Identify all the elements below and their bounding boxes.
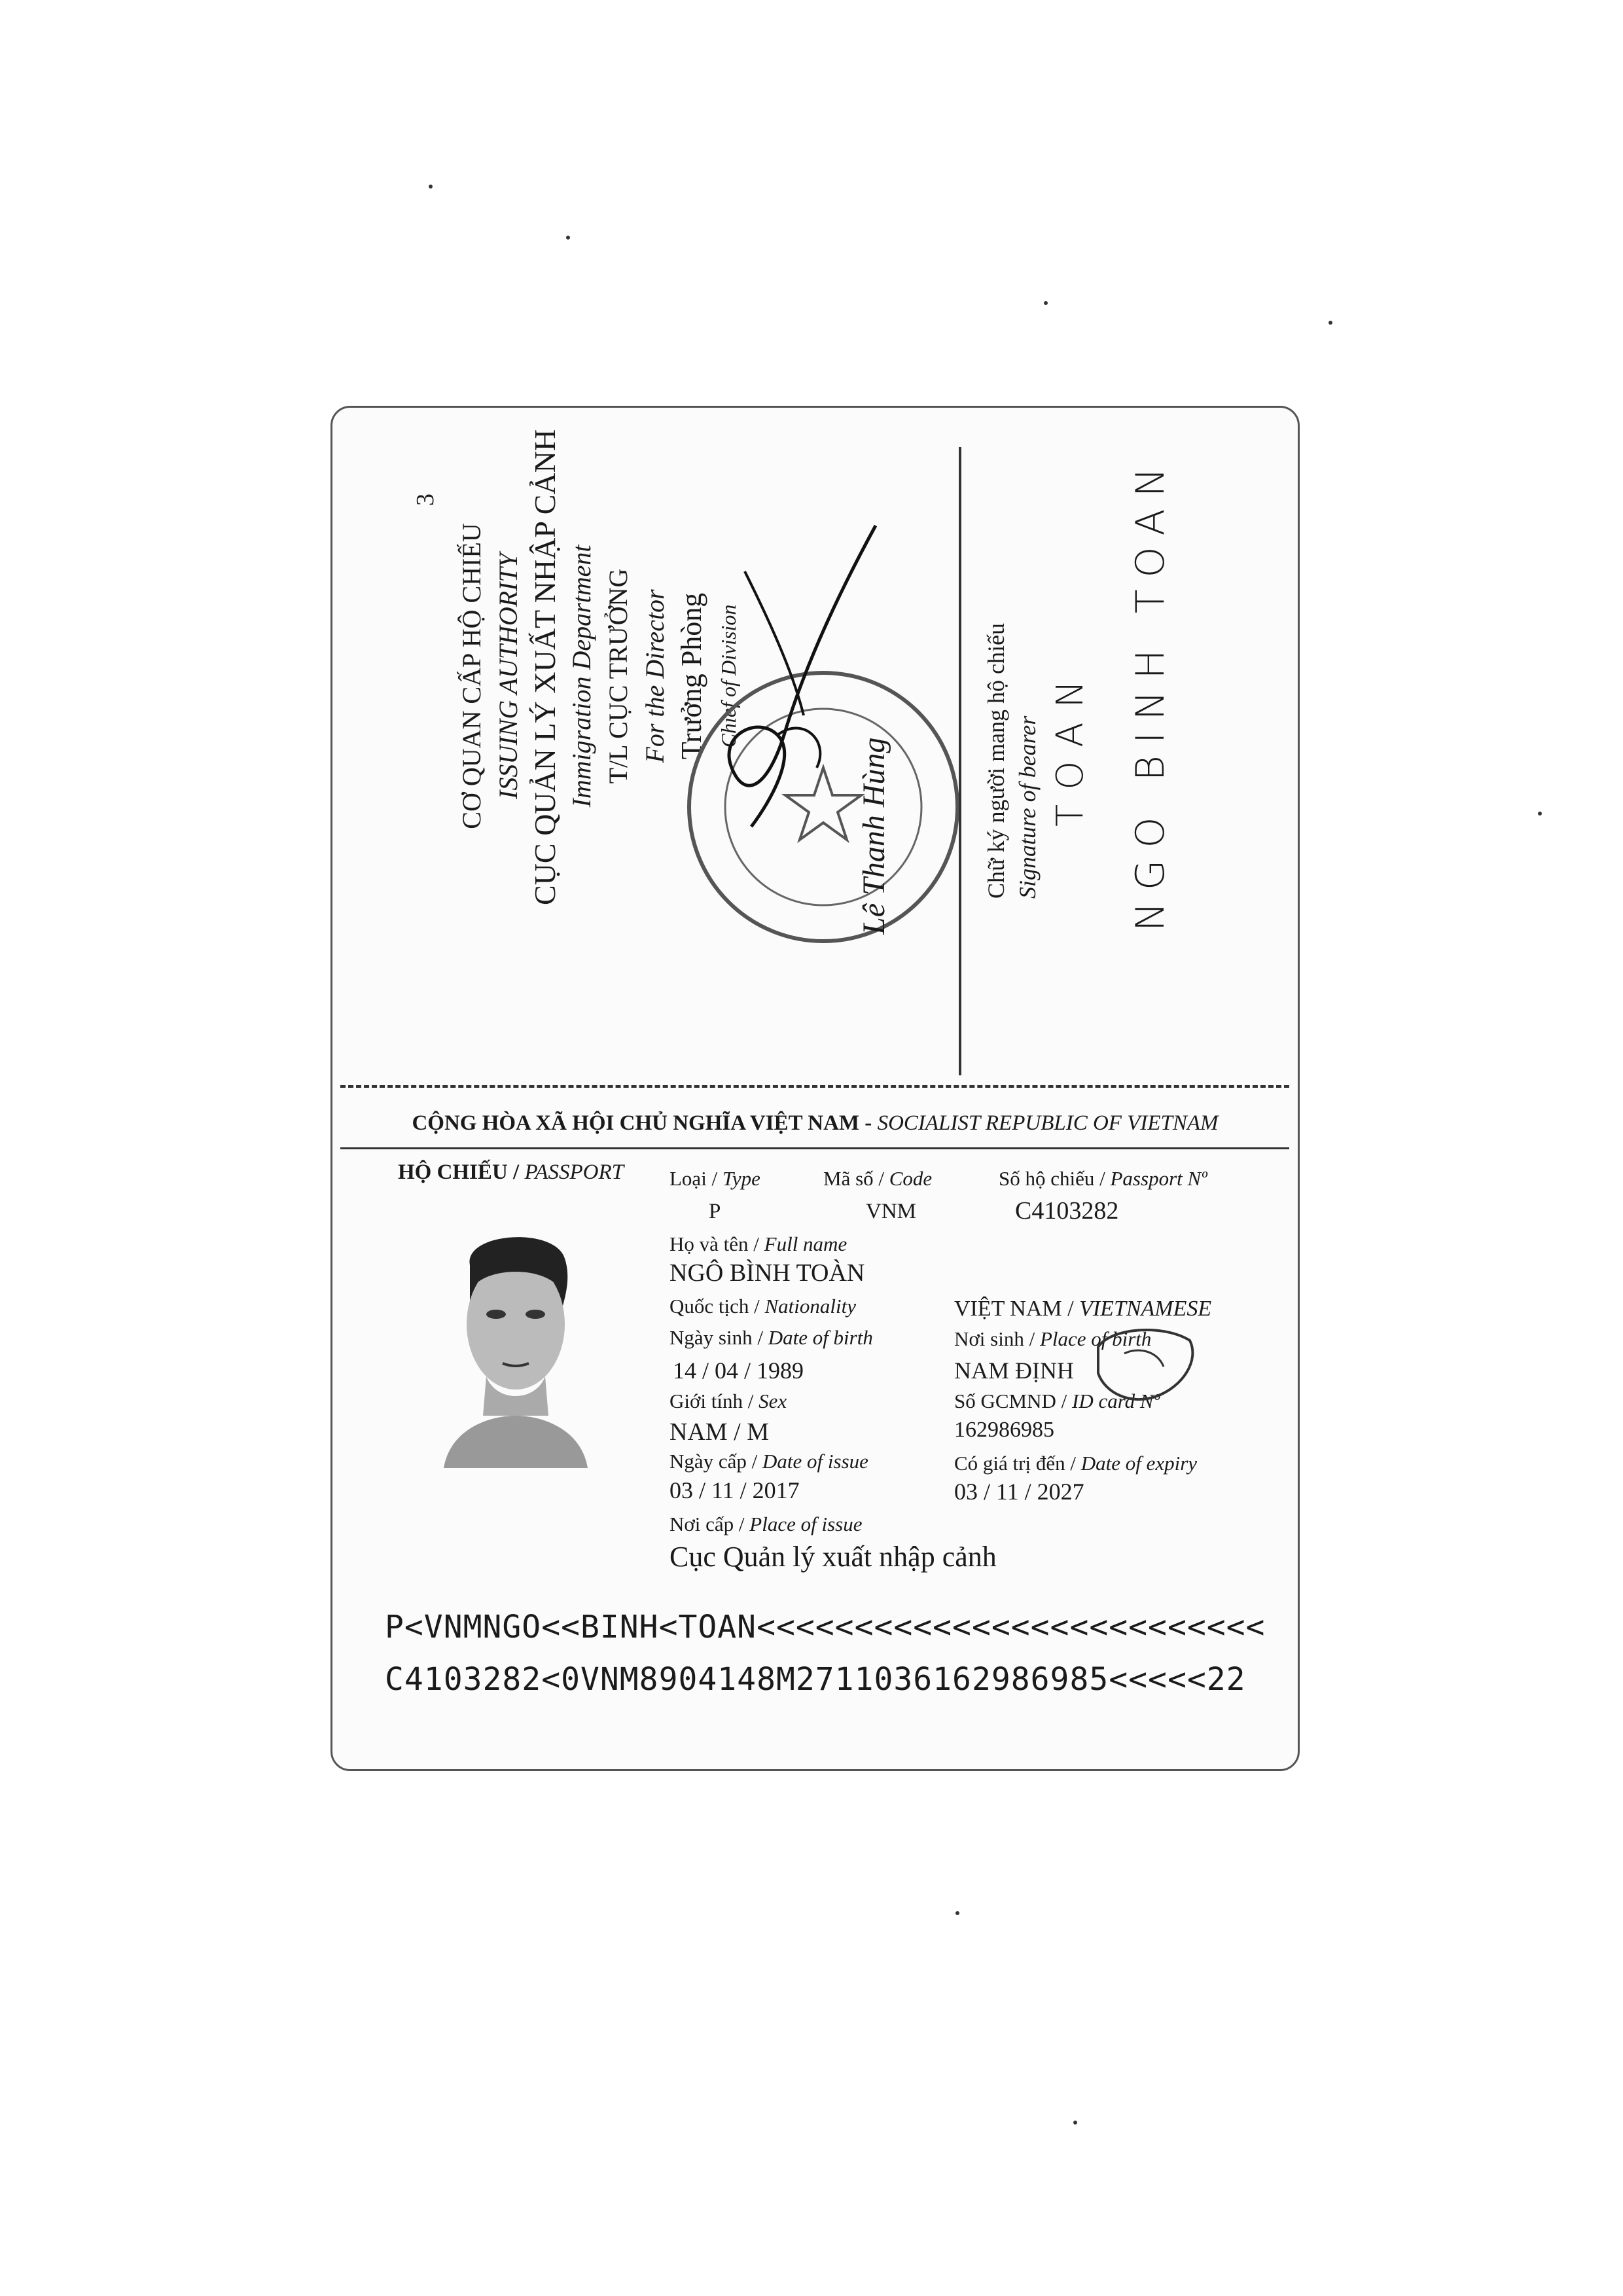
nationality-value: VIỆT NAM / VIETNAMESE [954,1297,1212,1321]
full-name-value: NGÔ BÌNH TOÀN [669,1259,865,1287]
dob-value: 14 / 04 / 1989 [673,1357,804,1384]
signer-name: Lê Thanh Hùng [857,737,891,935]
code-label: Mã số / Code [823,1167,933,1190]
scan-speck [1329,321,1332,325]
full-name-label: Họ và tên / Full name [669,1232,847,1255]
nationality-label: Quốc tịch / Nationality [669,1295,856,1318]
sex-value: NAM / M [669,1418,770,1446]
passport-number-label: Số hộ chiếu / Passport Nº [999,1167,1207,1190]
issue-date-value: 03 / 11 / 2017 [669,1477,800,1503]
passport-number-value: C4103282 [1015,1197,1119,1225]
bearer-signature-short: TOAN [1049,666,1092,827]
id-card-value: 162986985 [954,1418,1054,1442]
expiry-date-label: Có giá trị đến / Date of expiry [954,1452,1198,1475]
code-value: VNM [866,1200,917,1223]
small-seal [1085,1321,1203,1412]
director-line: T/L CỤC TRƯỞNG [603,568,633,784]
expiry-date-value: 03 / 11 / 2027 [954,1479,1084,1505]
scan-speck [1044,301,1048,305]
pob-label: Nơi sinh / Place of birth [954,1327,1152,1350]
place-of-issue-label: Nơi cấp / Place of issue [669,1513,863,1535]
chief-title-en: Chief of Division [717,604,740,748]
document-title [398,1160,624,1185]
sex-label: Giới tính / Sex [669,1390,787,1412]
observation-page [332,408,1298,1085]
authority-line-vi: CƠ QUAN CẤP HỘ CHIẾU [457,523,486,829]
type-value: P [709,1200,721,1223]
scan-speck [566,236,570,240]
holder-photo [424,1219,604,1468]
authority-line-en: ISSUING AUTHORITY [493,553,523,799]
bearer-signature-full: NGO BINH TOAN [1128,456,1173,931]
header-rule [340,1147,1289,1149]
department-name: CỤC QUẢN LÝ XUẤT NHẬP CẢNH [528,429,562,905]
mrz-line-2: C4103282<0VNM8904148M2711036162986985<<<<<22 [385,1661,1246,1698]
bearer-signature-label [980,571,1043,899]
scan-speck [429,185,433,188]
dob-label: Ngày sinh / Date of birth [669,1326,873,1349]
bearer-label-en: Signature of bearer [1014,715,1041,899]
country-header-en: SOCIALIST REPUBLIC OF VIETNAM [877,1111,1219,1135]
department-name-en: Immigration Department [567,545,596,808]
type-label: Loại / Type [669,1167,760,1190]
director-line-en: For the Director [640,589,669,763]
document-title-en: PASSPORT [524,1160,624,1184]
chief-title: Trưởng Phòng [675,592,707,760]
page-fold-line [340,1085,1289,1088]
page-divider-vertical [959,447,961,1075]
scan-speck [955,1911,959,1915]
id-card-label: Số GCMND / ID card Nº [954,1390,1160,1412]
passport-page [330,406,1300,1771]
bearer-label-vi: Chữ ký người mang hộ chiếu [983,622,1009,899]
country-header [332,1111,1298,1136]
scan-speck [1073,2121,1077,2125]
country-header-vi: CỘNG HÒA XÃ HỘI CHỦ NGHĨA VIỆT NAM - [412,1111,878,1135]
mrz-line-1: P<VNMNGO<<BINH<TOAN<<<<<<<<<<<<<<<<<<<<<<<<<< [385,1609,1266,1645]
pob-value: NAM ĐỊNH [954,1357,1074,1384]
place-of-issue-value: Cục Quản lý xuất nhập cảnh [669,1541,997,1573]
page-number: 3 [412,493,439,506]
document-title-vi: HỘ CHIẾU / [398,1160,525,1184]
scan-speck [1538,812,1542,816]
issue-date-label: Ngày cấp / Date of issue [669,1450,868,1473]
